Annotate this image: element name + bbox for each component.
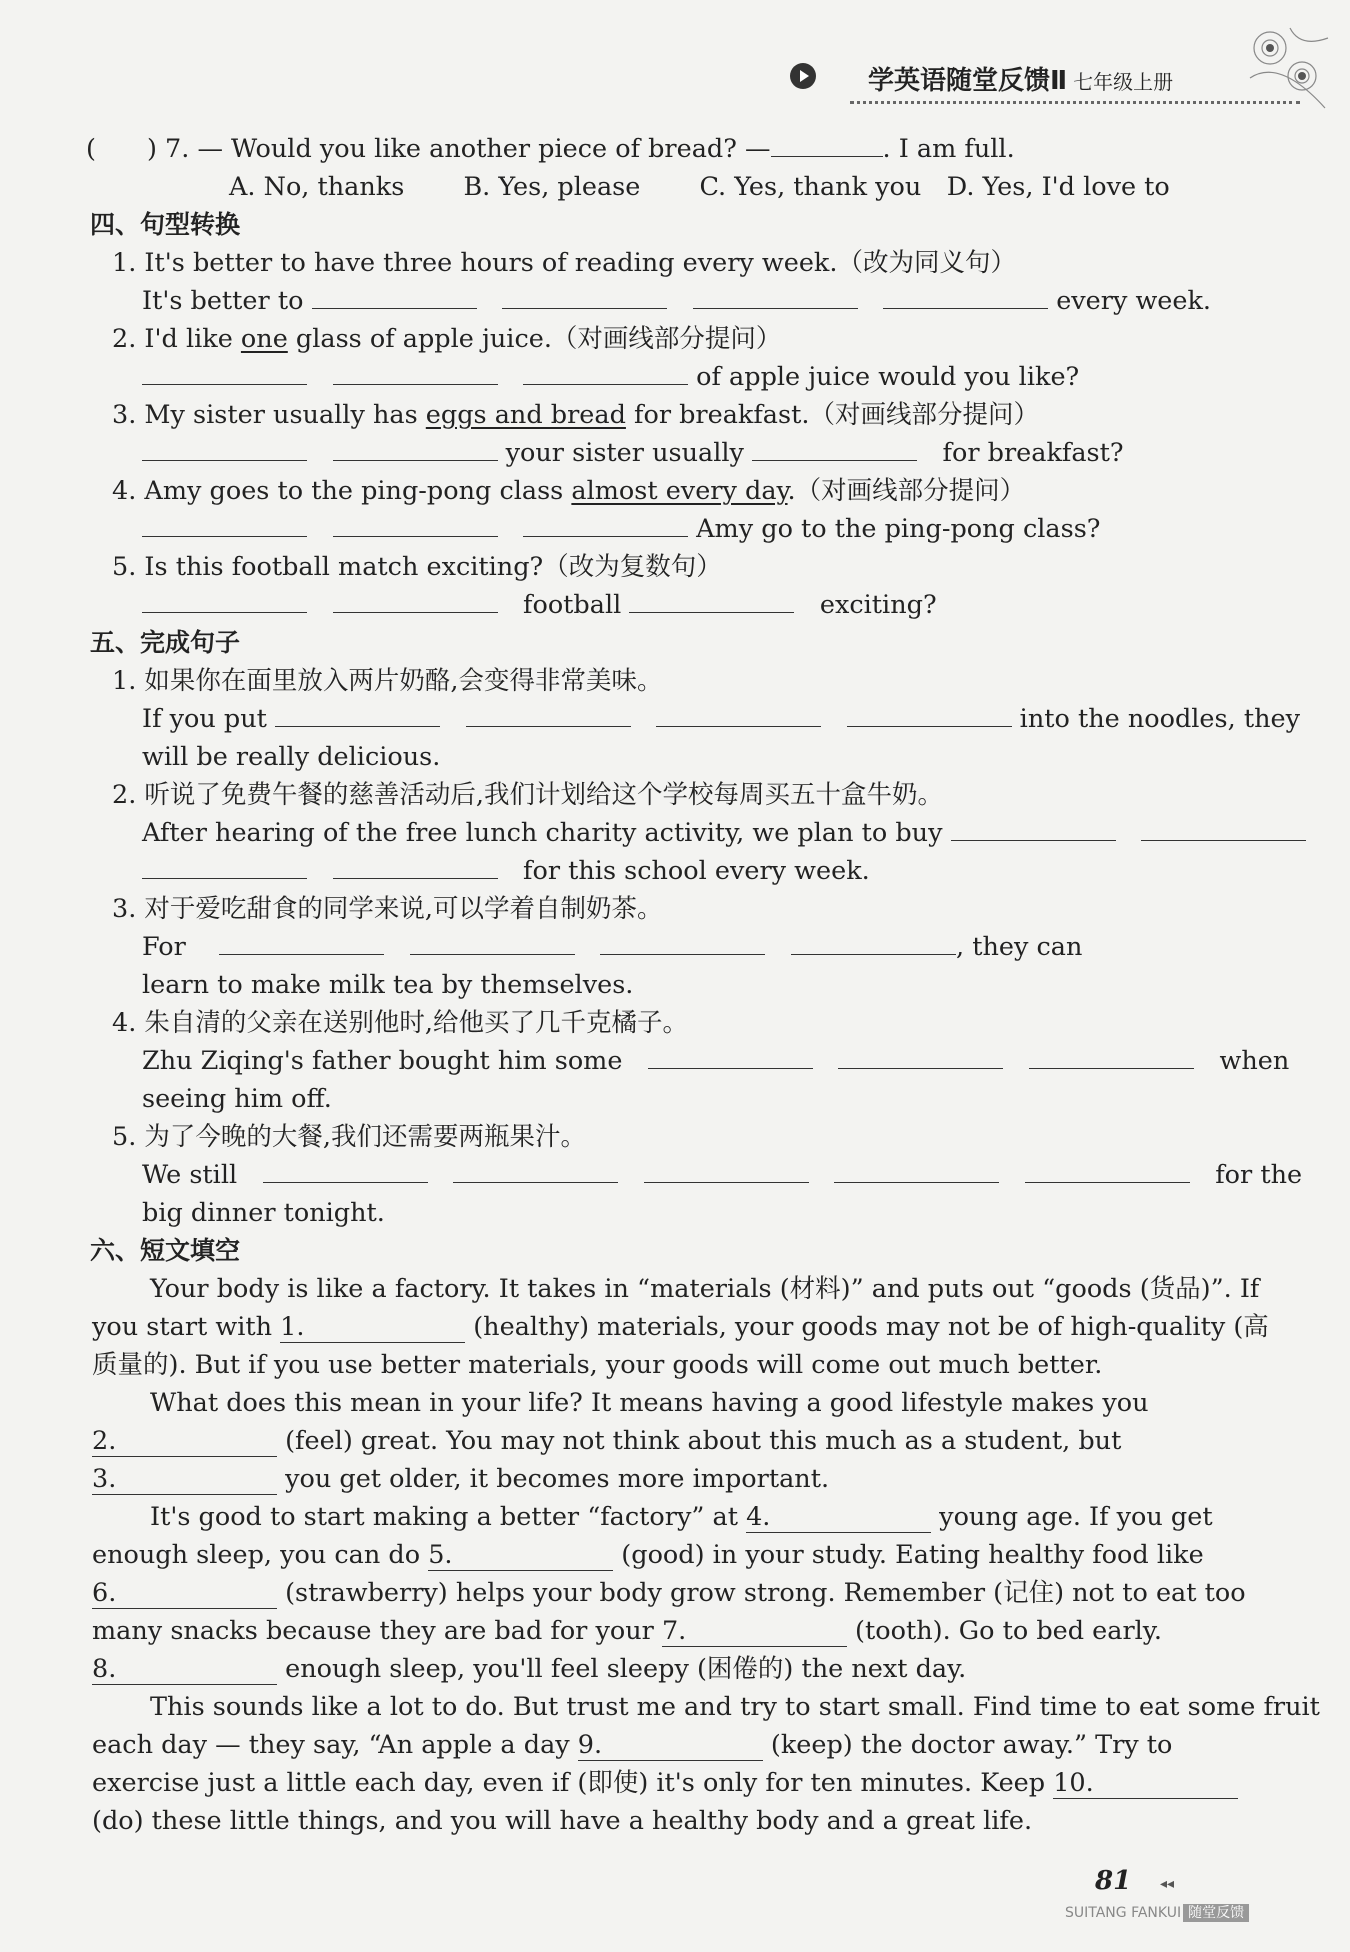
footer-brand: SUITANG FANKUI 随堂反馈 bbox=[1065, 1902, 1249, 1922]
answer-blank[interactable] bbox=[142, 510, 307, 537]
s4-q5-answer: football exciting? bbox=[92, 586, 1242, 624]
passage-blank-8[interactable]: 8. bbox=[92, 1654, 277, 1685]
passage-line: 8. enough sleep, you'll feel sleepy (困倦的) the next day. bbox=[92, 1654, 967, 1684]
answer-blank[interactable] bbox=[333, 510, 498, 537]
passage-line: 3. you get older, it becomes more important. bbox=[92, 1464, 830, 1494]
answer-blank[interactable] bbox=[523, 358, 688, 385]
answer-blank[interactable] bbox=[466, 700, 631, 727]
passage-line: exercise just a little each day, even if (即使) it's only for ten minutes. Keep 10. bbox=[92, 1764, 1242, 1802]
section-4-title: 四、句型转换 bbox=[90, 210, 241, 239]
answer-blank[interactable] bbox=[1025, 1156, 1190, 1183]
answer-blank[interactable] bbox=[142, 852, 307, 879]
passage-blank-3[interactable]: 3. bbox=[92, 1464, 277, 1495]
answer-blank[interactable] bbox=[142, 358, 307, 385]
passage-line: each day — they say, “An apple a day 9. (keep) the doctor away.” Try to bbox=[92, 1730, 1173, 1760]
answer-blank[interactable] bbox=[834, 1156, 999, 1183]
passage-blank-2[interactable]: 2. bbox=[92, 1426, 277, 1457]
flower-decoration-icon bbox=[1240, 18, 1330, 113]
page-header bbox=[790, 55, 1310, 115]
book-title: 学英语随堂反馈Ⅱ 七年级上册 bbox=[868, 66, 1174, 96]
s5-q1-answer-cont: will be really delicious. bbox=[142, 742, 441, 772]
answer-blank[interactable] bbox=[333, 586, 498, 613]
passage-line: This sounds like a lot to do. But trust me and try to start small. Find time to eat some fruit bbox=[150, 1692, 1320, 1722]
answer-blank[interactable] bbox=[275, 700, 440, 727]
s4-q2-answer: of apple juice would you like? bbox=[92, 358, 1242, 396]
answer-blank[interactable] bbox=[629, 586, 794, 613]
s5-q3: 3. 对于爱吃甜食的同学来说,可以学着自制奶茶。 bbox=[112, 894, 663, 924]
s4-q2: 2. I'd like one glass of apple juice.（对画线部分提问） bbox=[112, 324, 782, 354]
answer-blank[interactable] bbox=[838, 1042, 1003, 1069]
answer-blank[interactable] bbox=[312, 282, 477, 309]
passage-line: 6. (strawberry) helps your body grow strong. Remember (记住) not to eat too bbox=[92, 1578, 1246, 1608]
section-5-title: 五、完成句子 bbox=[90, 628, 241, 657]
passage-blank-6[interactable]: 6. bbox=[92, 1578, 277, 1609]
answer-blank[interactable] bbox=[142, 434, 307, 461]
s5-q5-answer-cont: big dinner tonight. bbox=[142, 1198, 385, 1228]
answer-blank[interactable] bbox=[219, 928, 384, 955]
s4-q1-answer: It's better to every week. bbox=[92, 282, 1242, 320]
answer-blank[interactable] bbox=[656, 700, 821, 727]
play-icon bbox=[790, 63, 816, 89]
footer-brand-cn: 随堂反馈 bbox=[1183, 1904, 1249, 1922]
s5-q1: 1. 如果你在面里放入两片奶酪,会变得非常美味。 bbox=[112, 666, 663, 696]
mc-question-7: ( ) 7. — Would you like another piece of bread? — . I am full. bbox=[86, 130, 1242, 168]
answer-blank[interactable] bbox=[752, 434, 917, 461]
s4-q5: 5. Is this football match exciting?（改为复数句） bbox=[112, 552, 722, 582]
s5-q2: 2. 听说了免费午餐的慈善活动后,我们计划给这个学校每周买五十盒牛奶。 bbox=[112, 780, 944, 810]
s4-q3: 3. My sister usually has eggs and bread for breakfast.（对画线部分提问） bbox=[112, 400, 1039, 430]
answer-blank[interactable] bbox=[1029, 1042, 1194, 1069]
answer-blank[interactable] bbox=[142, 586, 307, 613]
answer-blank[interactable] bbox=[263, 1156, 428, 1183]
answer-blank[interactable] bbox=[847, 700, 1012, 727]
answer-blank[interactable] bbox=[333, 434, 498, 461]
s5-q4: 4. 朱自清的父亲在送别他时,给他买了几千克橘子。 bbox=[112, 1008, 689, 1038]
s5-q5-answer: We still for the bbox=[92, 1156, 1242, 1194]
passage-line: enough sleep, you can do 5. (good) in your study. Eating healthy food like bbox=[92, 1540, 1204, 1570]
answer-blank[interactable] bbox=[693, 282, 858, 309]
passage-blank-9[interactable]: 9. bbox=[578, 1730, 763, 1761]
answer-blank[interactable] bbox=[523, 510, 688, 537]
s5-q1-answer: If you put into the noodles, they bbox=[92, 700, 1242, 738]
worksheet-content bbox=[86, 130, 1320, 1840]
header-dotted-rule bbox=[850, 101, 1300, 104]
passage-blank-7[interactable]: 7. bbox=[662, 1616, 847, 1647]
s5-q3-answer-cont: learn to make milk tea by themselves. bbox=[142, 970, 634, 1000]
s4-q4: 4. Amy goes to the ping-pong class almost every day.（对画线部分提问） bbox=[112, 476, 1026, 506]
answer-blank[interactable] bbox=[951, 814, 1116, 841]
answer-blank[interactable] bbox=[600, 928, 765, 955]
section-6-title: 六、短文填空 bbox=[90, 1236, 241, 1265]
passage-blank-10[interactable]: 10. bbox=[1053, 1768, 1238, 1799]
s5-q5: 5. 为了今晚的大餐,我们还需要两瓶果汁。 bbox=[112, 1122, 587, 1152]
passage-blank-4[interactable]: 4. bbox=[746, 1502, 931, 1533]
answer-blank[interactable] bbox=[333, 358, 498, 385]
passage-line: you start with 1. (healthy) materials, your goods may not be of high-quality (高 bbox=[92, 1312, 1269, 1342]
page-number: 81 bbox=[1095, 1866, 1132, 1896]
answer-blank[interactable] bbox=[648, 1042, 813, 1069]
s5-q2-answer: After hearing of the free lunch charity activity, we plan to buy bbox=[92, 814, 1242, 852]
passage-blank-5[interactable]: 5. bbox=[428, 1540, 613, 1571]
answer-blank[interactable] bbox=[453, 1156, 618, 1183]
answer-blank[interactable] bbox=[791, 928, 956, 955]
s5-q3-answer: For , they can bbox=[92, 928, 1242, 966]
book-subtitle: 七年级上册 bbox=[1073, 70, 1174, 94]
s5-q4-answer: Zhu Ziqing's father bought him some when bbox=[92, 1042, 1242, 1080]
answer-blank[interactable] bbox=[771, 130, 883, 157]
s4-q1: 1. It's better to have three hours of reading every week.（改为同义句） bbox=[112, 248, 1016, 278]
answer-blank[interactable] bbox=[410, 928, 575, 955]
answer-blank[interactable] bbox=[644, 1156, 809, 1183]
passage-line: Your body is like a factory. It takes in “materials (材料)” and puts out “goods (货品)”. If bbox=[150, 1274, 1260, 1304]
passage-blank-1[interactable]: 1. bbox=[280, 1312, 465, 1343]
passage-line: 质量的). But if you use better materials, your goods will come out much better. bbox=[92, 1350, 1103, 1380]
answer-blank[interactable] bbox=[502, 282, 667, 309]
s4-q4-answer: Amy go to the ping-pong class? bbox=[92, 510, 1242, 548]
passage-line: 2. (feel) great. You may not think about this much as a student, but bbox=[92, 1426, 1122, 1456]
s5-q2-answer-cont: for this school every week. bbox=[92, 852, 1242, 890]
answer-blank[interactable] bbox=[333, 852, 498, 879]
passage-line: It's good to start making a better “factory” at 4. young age. If you get bbox=[150, 1502, 1213, 1532]
s5-q4-answer-cont: seeing him off. bbox=[142, 1084, 332, 1114]
answer-blank[interactable] bbox=[883, 282, 1048, 309]
answer-blank[interactable] bbox=[1141, 814, 1306, 841]
mc-options: A. No, thanks B. Yes, please C. Yes, thank you D. Yes, I'd love to bbox=[229, 172, 1170, 202]
passage-line: (do) these little things, and you will have a healthy body and a great life. bbox=[92, 1806, 1033, 1836]
s4-q3-answer: your sister usually for breakfast? bbox=[92, 434, 1242, 472]
rewind-arrows-icon: ◂◂ bbox=[1160, 1876, 1175, 1892]
passage-line: What does this mean in your life? It means having a good lifestyle makes you bbox=[150, 1388, 1149, 1418]
passage-line: many snacks because they are bad for your 7. (tooth). Go to bed early. bbox=[92, 1616, 1162, 1646]
